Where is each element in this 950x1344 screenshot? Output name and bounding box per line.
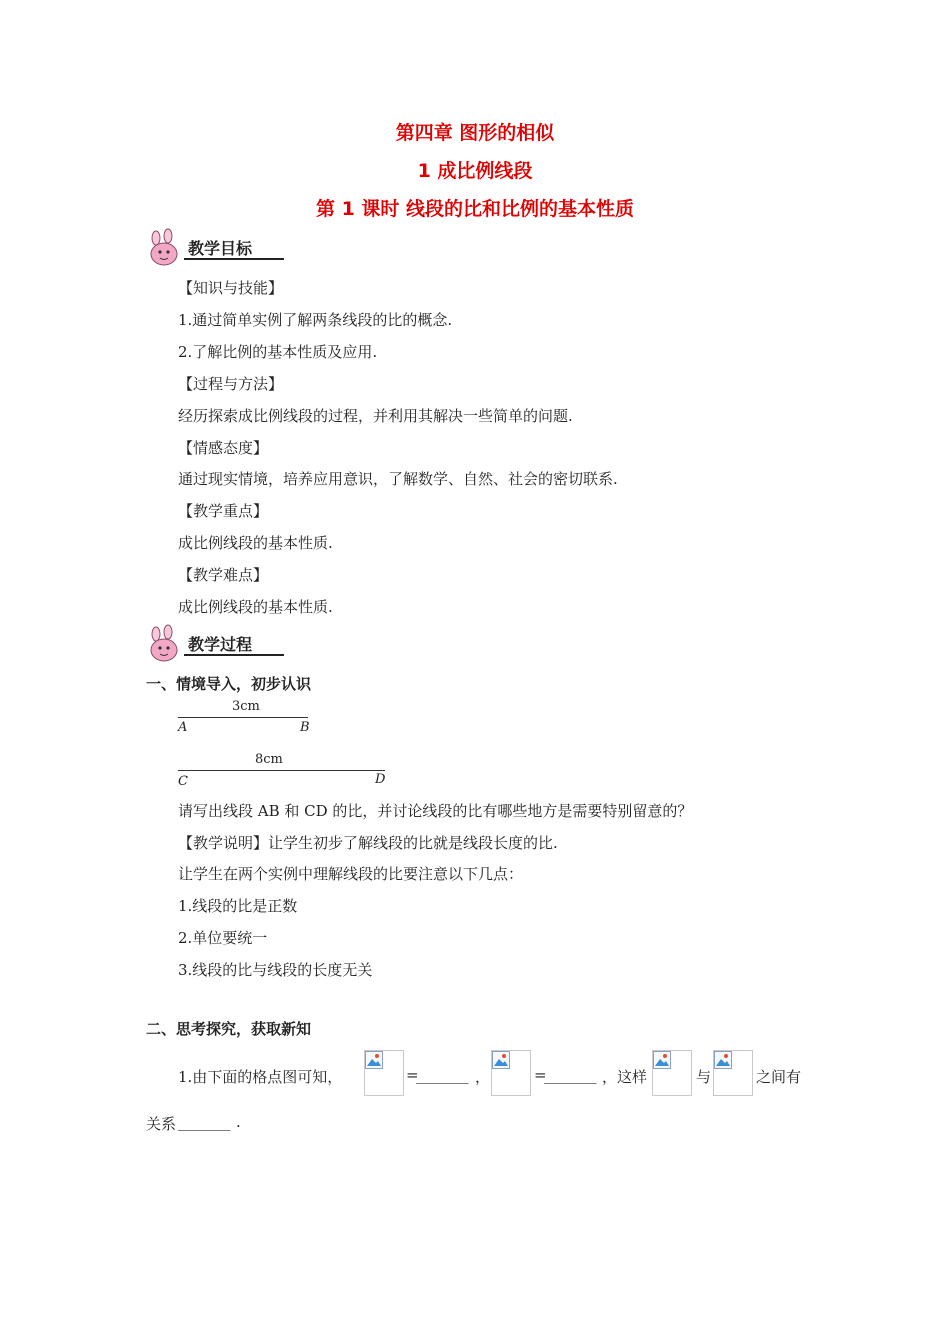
part1-point-1: 1.线段的比是正数 (178, 897, 298, 915)
point-d-label: D (375, 772, 386, 787)
process-method-text: 经历探索成比例线段的过程，并利用其解决一些简单的问题. (178, 407, 573, 425)
formula-image-1 (364, 1050, 404, 1096)
emotion-text: 通过现实情境，培养应用意识，了解数学、自然、社会的密切联系. (178, 470, 618, 488)
eq-sign-1: = (406, 1066, 419, 1084)
goals-banner (146, 228, 286, 268)
process-method-heading: 【过程与方法】 (178, 375, 284, 393)
point-b-label: B (300, 720, 310, 735)
part1-intro: 让学生在两个实例中理解线段的比要注意以下几点： (178, 865, 524, 883)
mascot-icon (146, 624, 186, 664)
broken-image-icon (492, 1051, 510, 1069)
mascot-icon (146, 228, 186, 268)
comma-1: ， (475, 1068, 491, 1086)
answer-blank-3: _______ (178, 1113, 231, 1131)
period: . (236, 1113, 241, 1131)
lesson-title: 第 1 课时 线段的比和比例的基本性质 (315, 198, 635, 220)
process-banner (146, 624, 286, 664)
goals-banner-label: 教学目标 (188, 239, 253, 258)
answer-blank-2: _______ (544, 1066, 597, 1084)
chapter-title: 第四章 图形的相似 (395, 122, 555, 144)
part1-point-2: 2.单位要统一 (178, 929, 268, 947)
emotion-heading: 【情感态度】 (178, 439, 269, 457)
key-point-text: 成比例线段的基本性质. (178, 534, 333, 552)
segment-ab-line (178, 717, 308, 718)
formula-image-4 (713, 1050, 753, 1096)
section-title: 1 成比例线段 (417, 160, 533, 182)
broken-image-icon (653, 1051, 671, 1069)
broken-image-icon (365, 1051, 383, 1069)
part1-heading: 一、情境导入，初步认识 (146, 675, 312, 693)
knowledge-item-1: 1.通过简单实例了解两条线段的比的概念. (178, 311, 453, 329)
teaching-note: 【教学说明】让学生初步了解线段的比就是线段长度的比. (178, 834, 558, 852)
process-banner-label: 教学过程 (188, 635, 253, 654)
between-text: 之间有 (756, 1068, 802, 1086)
part1-point-3: 3.线段的比与线段的长度无关 (178, 961, 373, 979)
formula-image-2 (491, 1050, 531, 1096)
so-text: ，这样 (602, 1068, 648, 1086)
relation-text: 关系 (146, 1115, 177, 1133)
difficult-point-text: 成比例线段的基本性质. (178, 598, 333, 616)
segment-cd-line (178, 770, 385, 771)
part2-heading: 二、思考探究，获取新知 (146, 1020, 312, 1038)
banner-underline (184, 654, 284, 656)
segment-ab-length: 3cm (232, 699, 260, 714)
eq-sign-2: = (534, 1066, 547, 1084)
segment-cd-length: 8cm (255, 752, 283, 767)
knowledge-item-2: 2.了解比例的基本性质及应用. (178, 343, 378, 361)
answer-blank-1: _______ (416, 1066, 469, 1084)
formula-image-3 (652, 1050, 692, 1096)
banner-underline (184, 258, 284, 260)
and-text: 与 (696, 1068, 712, 1086)
knowledge-heading: 【知识与技能】 (178, 279, 284, 297)
difficult-point-heading: 【教学难点】 (178, 566, 269, 584)
point-c-label: C (178, 774, 188, 789)
broken-image-icon (714, 1051, 732, 1069)
point-a-label: A (178, 720, 188, 735)
key-point-heading: 【教学重点】 (178, 502, 269, 520)
q1-prefix: 1.由下面的格点图可知， (178, 1068, 343, 1086)
part1-question: 请写出线段 AB 和 CD 的比，并讨论线段的比有哪些地方是需要特别留意的？ (178, 802, 693, 820)
